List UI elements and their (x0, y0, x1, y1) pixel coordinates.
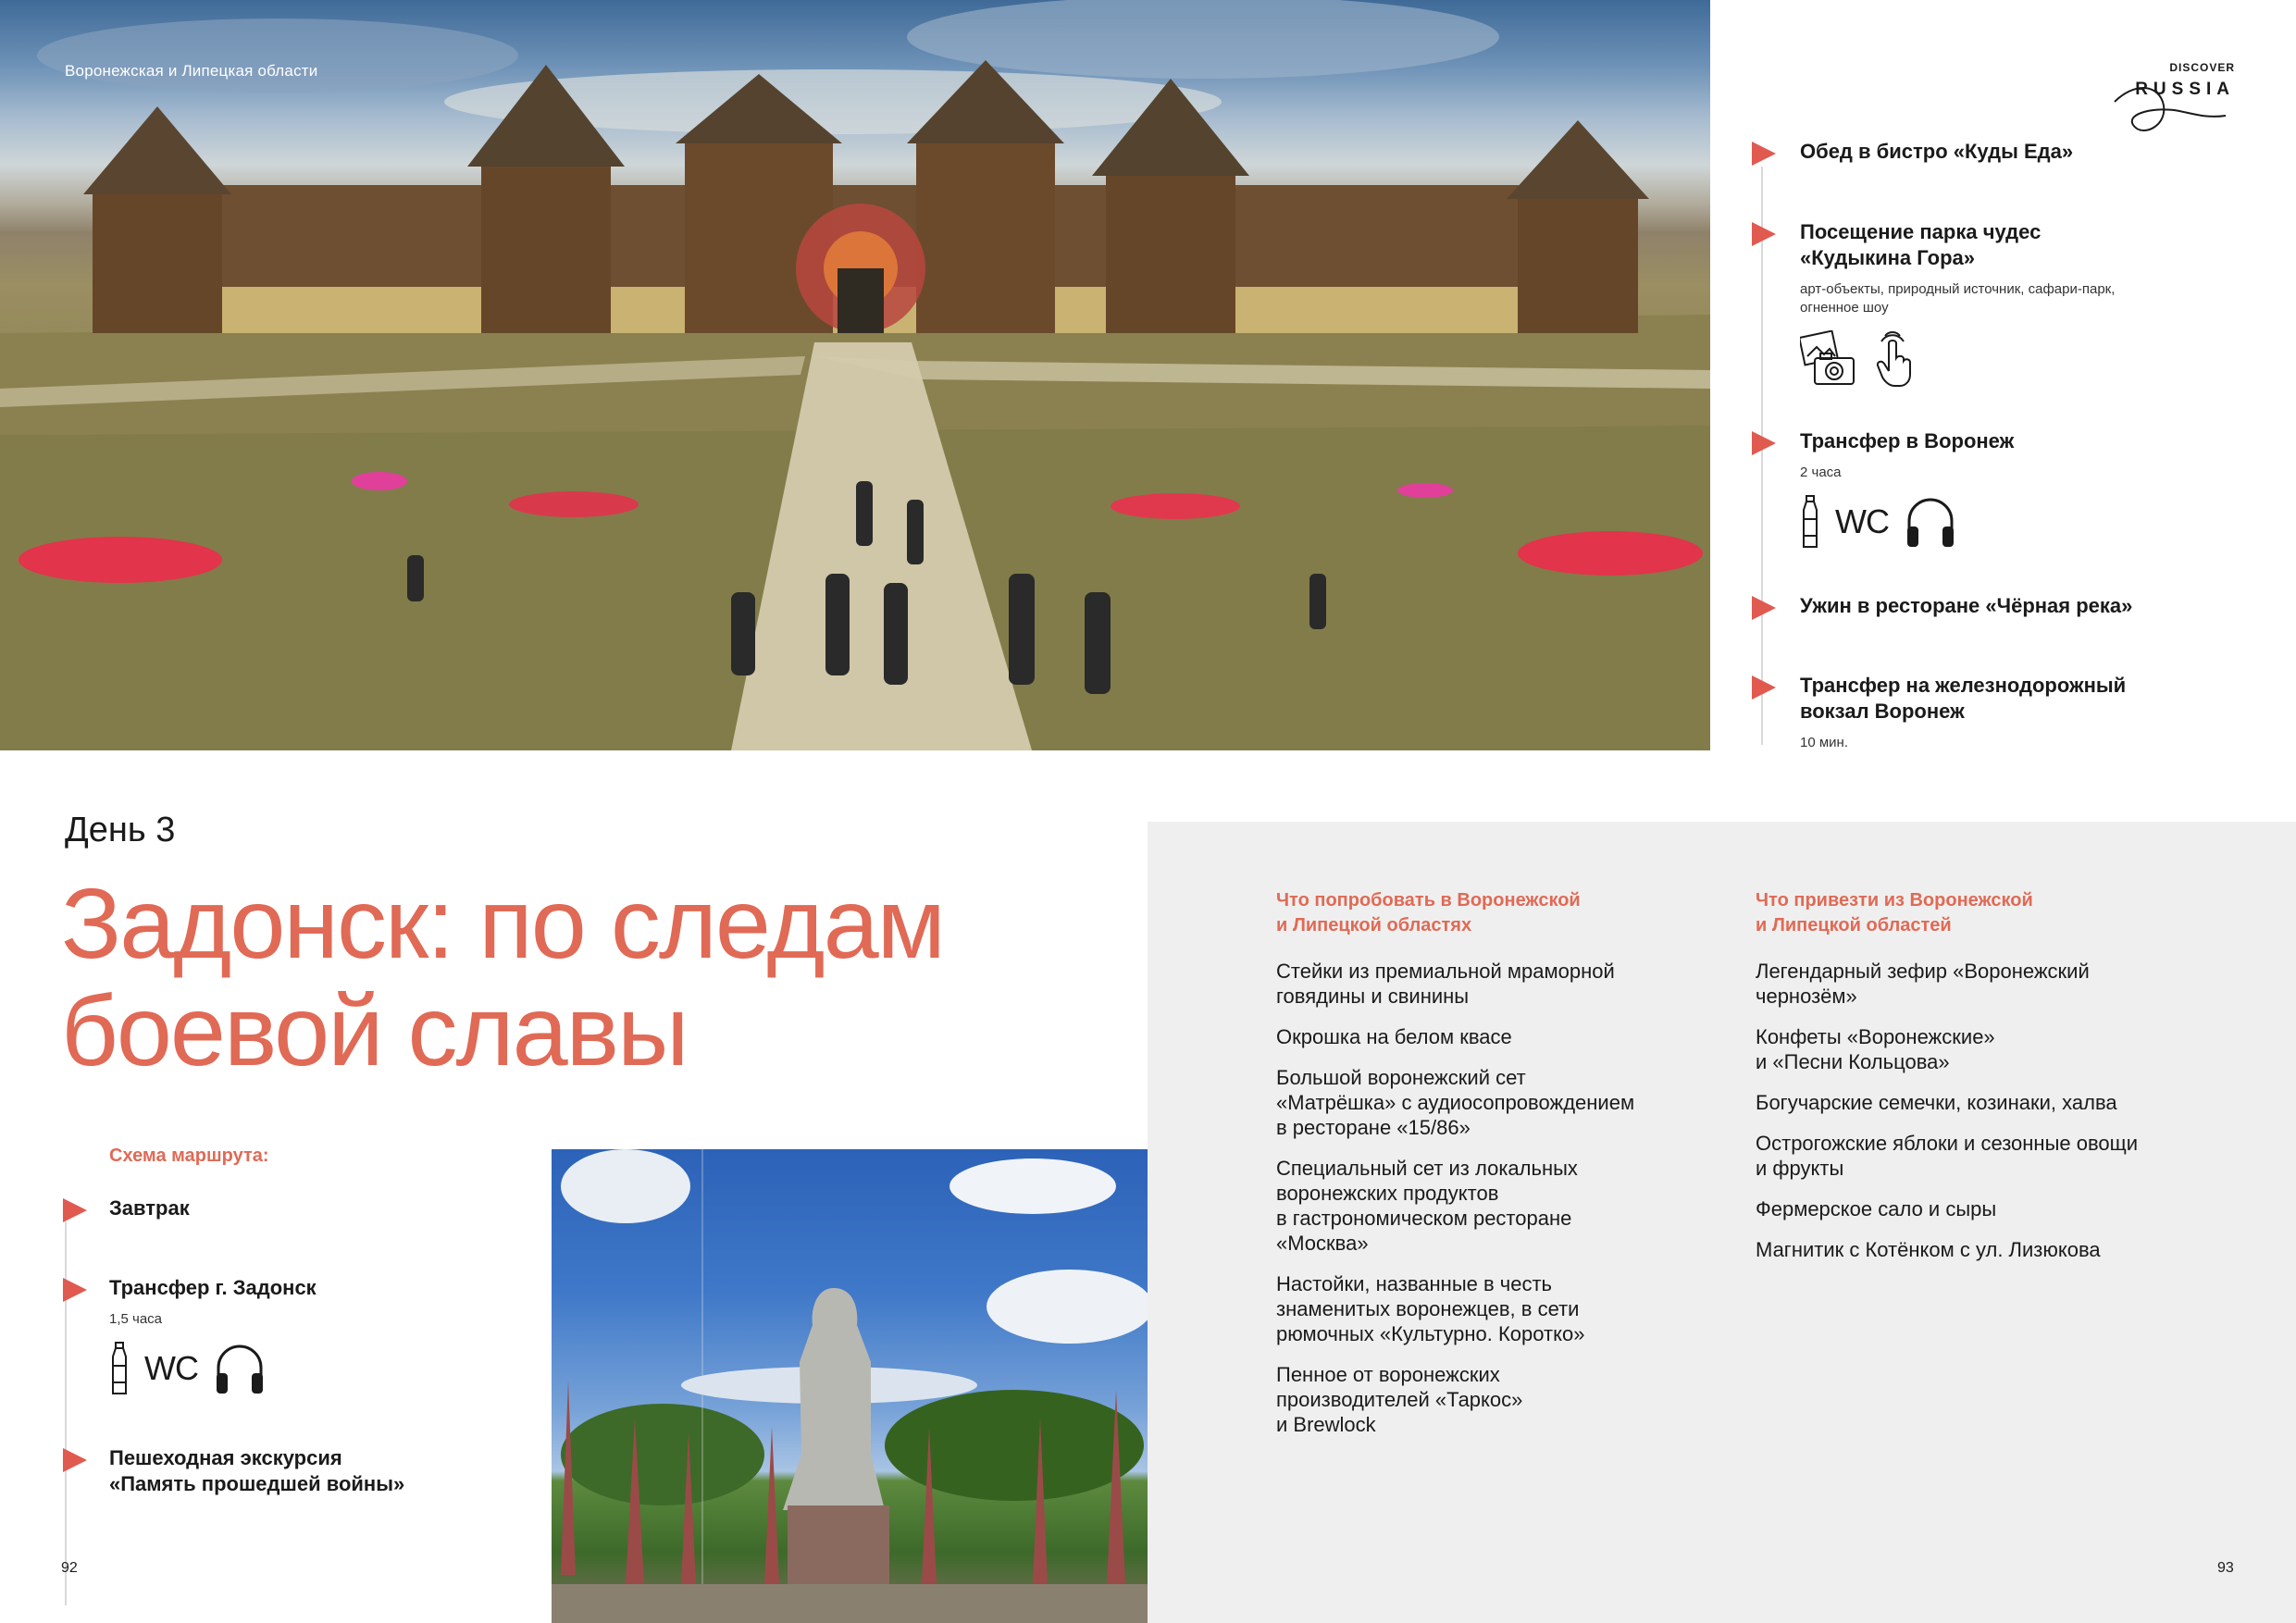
page-number-right: 93 (2217, 1560, 2234, 1576)
list-item: Богучарские семечки, козинаки, халва (1756, 1091, 2117, 1114)
what-to-bring-heading: Что привезти из Воронежской и Липецкой областей (1756, 890, 2033, 935)
route-marker-icon (1752, 596, 1776, 620)
route-marker-icon (1752, 142, 1776, 166)
page-number-left: 92 (61, 1560, 78, 1576)
fortress-illustration (0, 0, 1710, 750)
list-item: Специальный сет из локальных воронежских продуктов в гастрономическом ресторане «Москва» (1276, 1157, 1578, 1255)
step-title: Обед в бистро «Куды Еда» (1800, 140, 2074, 163)
list-item: Стейки из премиальной мраморной говядины и свинины (1276, 960, 1615, 1008)
step-title: Посещение парка чудес «Кудыкина Гора» (1800, 220, 2042, 269)
touch-hand-icon (1872, 330, 1913, 388)
step-note: 10 мин. (1800, 735, 1848, 750)
logo-discover-text: DISCOVER (2169, 61, 2235, 74)
step-title: Трансфер г. Задонск (109, 1276, 316, 1299)
step-title: Ужин в ресторане «Чёрная река» (1800, 594, 2133, 617)
list-item: Конфеты «Воронежские» и «Песни Кольцова» (1756, 1025, 1995, 1073)
route-marker-icon (63, 1198, 87, 1222)
photo-camera-icon (1800, 330, 1857, 388)
headphones-icon (213, 1342, 267, 1395)
step-title: Трансфер на железнодорожный вокзал Воронеж (1800, 674, 2127, 723)
discover-russia-logo (2105, 61, 2235, 137)
step-note: 2 часа (1800, 465, 1842, 480)
region-caption: Воронежская и Липецкая области (65, 62, 318, 80)
route-step-park (1752, 219, 2178, 388)
list-item: Большой воронежский сет «Матрёшка» с аудиосопровождением в ресторане «15/86» (1276, 1066, 1635, 1139)
water-bottle-icon (109, 1342, 130, 1395)
what-to-try-column (1276, 888, 1683, 1453)
day-headline: Задонск: по следам боевой славы (61, 867, 944, 1086)
route-step-lunch (1752, 139, 2178, 165)
step-note: 1,5 часа (109, 1311, 163, 1327)
route-marker-icon (1752, 222, 1776, 246)
monument-photo (552, 1149, 1148, 1623)
headphones-icon (1904, 495, 1957, 549)
route-step-transfer-station (1752, 673, 2178, 752)
monument-illustration (552, 1149, 1148, 1623)
step-icons (1800, 495, 2178, 549)
route-marker-icon (63, 1448, 87, 1472)
list-item: Пенное от воронежских производителей «Таркос» и Brewlock (1276, 1363, 1523, 1436)
route-marker-icon (1752, 431, 1776, 455)
route-step-transfer-zadonsk (63, 1275, 507, 1395)
what-to-try-heading: Что попробовать в Воронежской и Липецкой областях (1276, 890, 1581, 935)
list-item: Окрошка на белом квасе (1276, 1025, 1512, 1048)
wc-icon: WC (144, 1349, 198, 1387)
route-step-dinner (1752, 593, 2178, 619)
list-item: Фермерское сало и сыры (1756, 1197, 1997, 1220)
step-title: Трансфер в Воронеж (1800, 429, 2015, 452)
step-title: Пешеходная экскурсия «Память прошедшей войны» (109, 1446, 405, 1495)
route-scheme-label: Схема маршрута: (109, 1146, 269, 1166)
water-bottle-icon (1800, 495, 1820, 549)
step-icons (1800, 330, 2178, 388)
route-step-transfer-voronezh (1752, 428, 2178, 549)
route-step-walking-tour (63, 1445, 507, 1497)
what-to-bring-column (1756, 888, 2200, 1278)
step-note: арт-объекты, природный источник, сафари-парк, огненное шоу (1800, 281, 2116, 316)
route-marker-icon (63, 1278, 87, 1302)
wc-icon: WC (1835, 502, 1889, 540)
day-label: День 3 (65, 811, 176, 849)
logo-russia-text: RUSSIA (2135, 80, 2235, 99)
fortress-photo (0, 0, 1710, 750)
list-item: Легендарный зефир «Воронежский чернозём» (1756, 960, 2090, 1008)
step-icons (109, 1342, 507, 1395)
list-item: Острогожские яблоки и сезонные овощи и фрукты (1756, 1132, 2139, 1180)
route-step-breakfast (63, 1196, 507, 1221)
list-item: Магнитик с Котёнком с ул. Лизюкова (1756, 1238, 2101, 1261)
route-marker-icon (1752, 675, 1776, 700)
step-title: Завтрак (109, 1196, 190, 1220)
list-item: Настойки, названные в честь знаменитых воронежцев, в сети рюмочных «Культурно. Коротко» (1276, 1272, 1585, 1345)
